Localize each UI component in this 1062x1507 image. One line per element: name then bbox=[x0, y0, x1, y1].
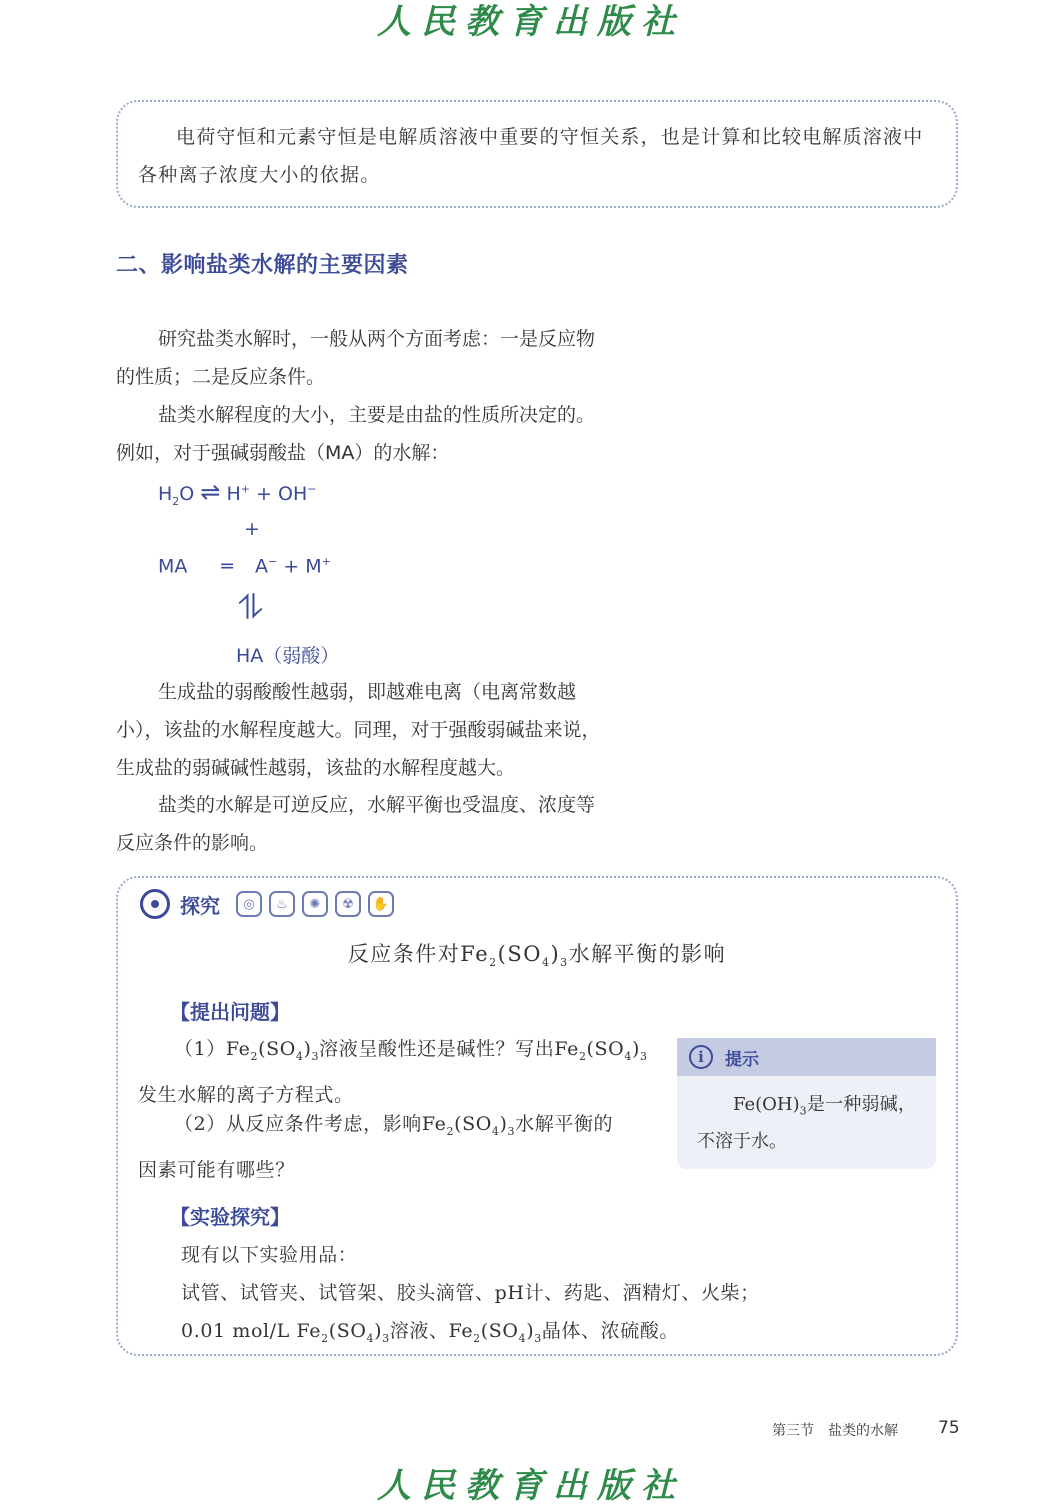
equilibrium-arrow-icon: ⇌ bbox=[200, 478, 221, 506]
explore-label: 探究 bbox=[180, 893, 220, 918]
publisher-logo-top: 人民教育出版社 bbox=[377, 2, 685, 42]
reversible-arrow-icon: ⥮ bbox=[238, 588, 263, 628]
goggles-icon: ◎ bbox=[236, 891, 262, 917]
info-icon: i bbox=[689, 1045, 713, 1069]
question-2: （2）从反应条件考虑，影响$Fe_2(SO_4)_3$水解平衡的 因素可能有哪些？ bbox=[138, 1113, 614, 1181]
page-number: 75 bbox=[938, 1418, 960, 1438]
paragraph-4-line-1: 盐类的水解是可逆反应，水解平衡也受温度、浓度等 bbox=[158, 794, 596, 816]
paragraph-2-line-2: 例如，对于强碱弱酸盐（MA）的水解： bbox=[116, 442, 450, 464]
paragraph-3-line-2: 小），该盐的水解程度越大。同理，对于强酸弱碱盐来说， bbox=[116, 719, 601, 741]
paragraph-1-line-2: 的性质；二是反应条件。 bbox=[116, 366, 326, 388]
experiment-line-2: 试管、试管夹、试管架、胶头滴管、pH计、药匙、酒精灯、火柴； bbox=[181, 1282, 760, 1304]
hint-header bbox=[677, 1038, 936, 1076]
flame-icon: ♨ bbox=[269, 891, 295, 917]
note-box bbox=[116, 100, 958, 208]
experiment-line-3: 0.01 mol/L $Fe_2(SO_4)_3$溶液、$Fe_2(SO_4)_3$晶体、浓硫酸。 bbox=[181, 1320, 680, 1345]
hint-label: 提示 bbox=[725, 1049, 759, 1070]
equals-sign: ═ bbox=[221, 555, 233, 578]
paragraph-2 bbox=[116, 396, 676, 472]
paragraph-2-line-1: 盐类水解程度的大小，主要是由盐的性质所决定的。 bbox=[158, 404, 596, 426]
weak-acid-label: HA（弱酸） bbox=[236, 645, 340, 667]
experiment-heading: 【实验探究】 bbox=[170, 1205, 290, 1229]
paragraph-1 bbox=[116, 320, 676, 396]
corrosive-icon: ✺ bbox=[302, 891, 328, 917]
middle-plus: + bbox=[244, 518, 260, 540]
hint-text: $Fe(OH)_3$是一种弱碱，不溶于水。 bbox=[697, 1094, 916, 1152]
water-ionization-equation: $H_2O$ ⇌ H+ + OH− bbox=[158, 478, 317, 508]
question-heading: 【提出问题】 bbox=[170, 1000, 290, 1024]
paragraph-4-line-2: 反应条件的影响。 bbox=[116, 832, 269, 854]
explore-title: 反应条件对$Fe_2(SO_4)_3$水解平衡的影响 bbox=[347, 942, 727, 970]
explore-header bbox=[140, 886, 394, 922]
paragraph-3 bbox=[116, 673, 676, 787]
paragraph-3-line-1: 生成盐的弱酸酸性越弱，即越难电离（电离常数越 bbox=[158, 681, 577, 703]
publisher-logo-bottom: 人民教育出版社 bbox=[377, 1466, 685, 1506]
target-icon bbox=[140, 889, 170, 919]
paragraph-3-line-3: 生成盐的弱碱碱性越弱，该盐的水解程度越大。 bbox=[116, 757, 516, 779]
section-heading: 二、影响盐类水解的主要因素 bbox=[116, 253, 409, 278]
hand-wash-icon: ✋ bbox=[368, 891, 394, 917]
paragraph-4 bbox=[116, 786, 676, 862]
footer-chapter: 第三节 盐类的水解 bbox=[772, 1423, 898, 1439]
hint-box bbox=[677, 1038, 936, 1169]
salt-dissociation-equation: MA ═ A− + M+ bbox=[158, 555, 331, 578]
safety-icons bbox=[236, 891, 394, 917]
note-text: 电荷守恒和元素守恒是电解质溶液中重要的守恒关系，也是计算和比较电解质溶液中各种离子浓度大小的依据。 bbox=[138, 126, 924, 186]
experiment-line-1: 现有以下实验用品： bbox=[181, 1244, 358, 1266]
paragraph-1-line-1: 研究盐类水解时，一般从两个方面考虑：一是反应物 bbox=[158, 328, 596, 350]
question-1: $(1)Fe_2(SO_4)_3$溶液呈酸性还是碱性？写出$Fe_2(SO_4)_3$ 发生水解的离子方程式。 bbox=[138, 1038, 648, 1106]
toxic-icon: ☢ bbox=[335, 891, 361, 917]
